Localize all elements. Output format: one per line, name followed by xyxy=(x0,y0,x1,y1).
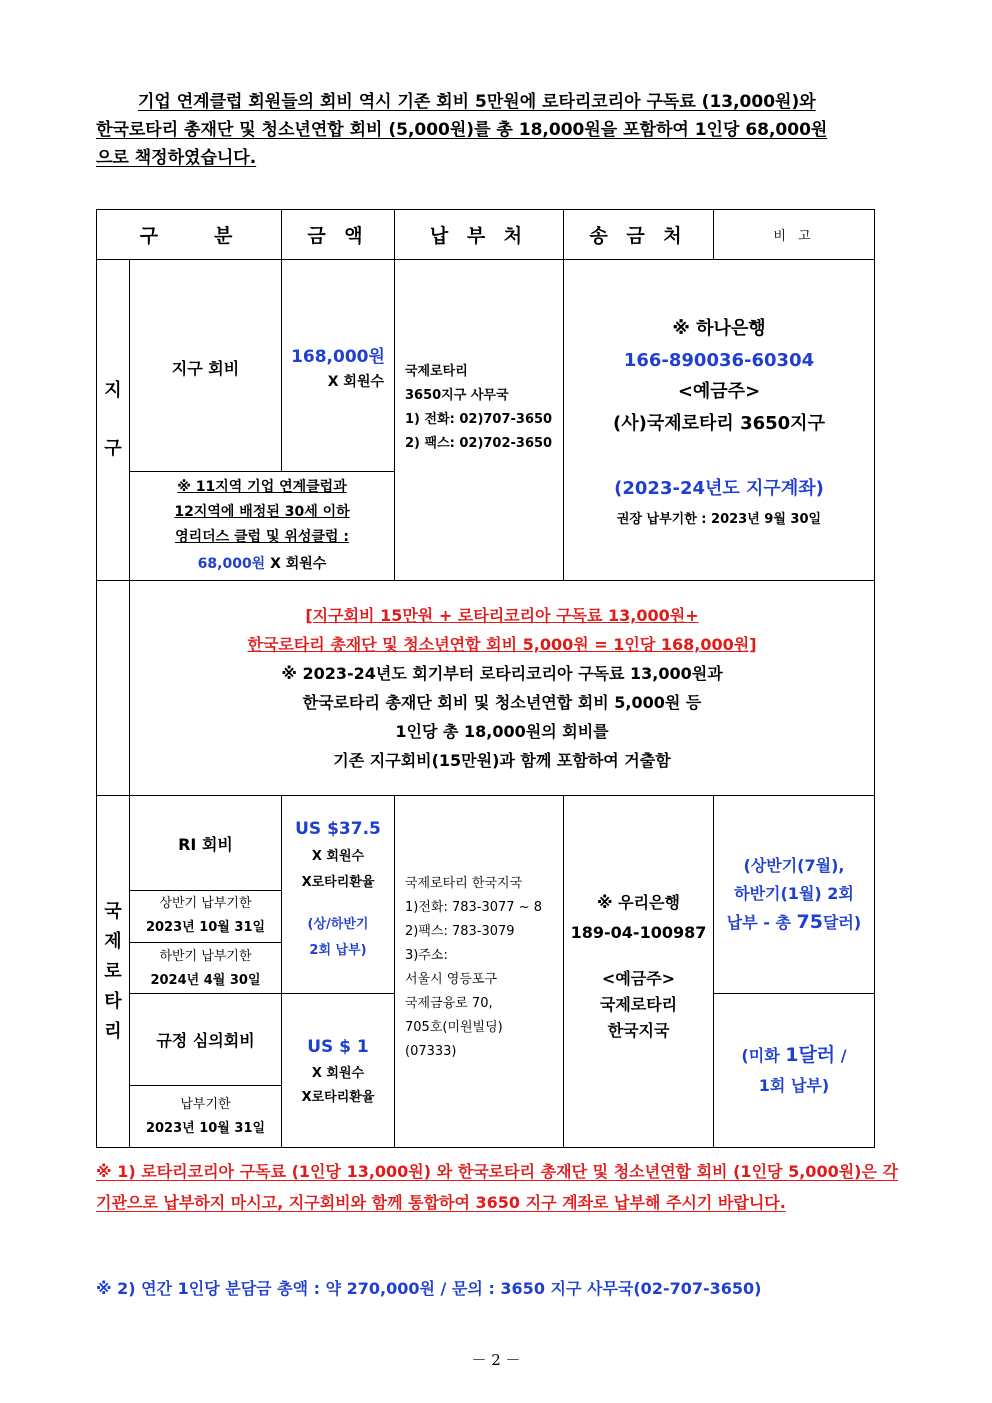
intl-side-label: 국 제 로 타 리 xyxy=(97,796,130,1148)
intro-line-3: 으로 책정하였습니다. xyxy=(96,148,257,168)
district-side-label: 지 구 xyxy=(97,260,130,581)
district-fee-row xyxy=(97,260,875,472)
table-header-row xyxy=(97,210,875,260)
header-remit: 송 금 처 xyxy=(564,210,714,260)
intro-line-1: 기업 연계클럽 회원들의 회비 역시 기존 회비 5만원에 로타리코리아 구독료 (13,000원)와 xyxy=(138,92,816,112)
note-2: ※ 2) 연간 1인당 분담금 총액 : 약 270,000원 / 문의 : 3650 지구 사무국(02-707-3650) xyxy=(96,1279,762,1298)
intl-remit: ※ 우리은행 189-04-100987 <예금주> 국제로타리 한국지국 xyxy=(564,796,714,1148)
summary-text: [지구회비 15만원 + 로타리코리아 구독료 13,000원+ 한국로타리 총재단 및 청소년연합 회비 5,000원 = 1인당 168,000원] ※ 2023-24년도 회기부터 로타리코리아 구독료 13,000원과 한국로타리 총재단 회비 및 청소년연합 회비 5,000원 등 1인당 총 18,000원의 회비를 기존 지구회비(15만원)과 함께 포함하여 거출함 xyxy=(130,581,875,796)
ri-due-dates: 상반기 납부기한 2023년 10월 31일 하반기 납부기한 2024년 4월 30일 xyxy=(130,891,282,994)
cor-fee-name: 규정 심의회비 xyxy=(130,994,282,1086)
intro-paragraph xyxy=(96,88,898,172)
district-remit: ※ 하나은행 166-890036-60304 <예금주> (사)국제로타리 3650지구 (2023-24년도 지구계좌) 권장 납부기한 : 2023년 9월 30일 xyxy=(564,260,875,581)
fee-table xyxy=(96,209,875,1148)
district-payee: 국제로타리 3650지구 사무국 1) 전화: 02)707-3650 2) 팩스: 02)702-3650 xyxy=(395,260,564,581)
ri-fee-row xyxy=(97,796,875,891)
summary-row xyxy=(97,581,875,796)
header-note: 비 고 xyxy=(714,210,875,260)
header-category: 구 분 xyxy=(97,210,282,260)
cor-fee-amount: US $ 1 X 회원수 X로타리환율 xyxy=(282,994,395,1148)
note-1: ※ 1) 로타리코리아 구독료 (1인당 13,000원) 와 한국로타리 총재단 및 청소년연합 회비 (1인당 5,000원)은 각 기관으로 납부하지 마시고, 지구회비와 함께 통합하여 3650 지구 계좌로 납부해 주시기 바랍니다. xyxy=(96,1162,898,1212)
district-fee-amount: 168,000원 X 회원수 xyxy=(282,260,395,472)
header-amount: 금 액 xyxy=(282,210,395,260)
ri-fee-note: (상반기(7월), 하반기(1월) 2회 납부 - 총 75달러) xyxy=(714,796,875,994)
ri-fee-name: RI 회비 xyxy=(130,796,282,891)
cor-fee-note: (미화 1달러 / 1회 납부) xyxy=(714,994,875,1148)
ri-fee-amount: US $37.5 X 회원수 X로타리환율 (상/하반기 2회 납부) xyxy=(282,796,395,994)
district-fee-name: 지구 회비 xyxy=(130,260,282,472)
district-corp-note: ※ 11지역 기업 연계클럽과 12지역에 배정된 30세 이하 영리더스 클럽 및 위성클럽 : 68,000원 X 회원수 xyxy=(130,472,395,581)
header-payee: 납 부 처 xyxy=(395,210,564,260)
intro-line-2: 한국로타리 총재단 및 청소년연합 회비 (5,000원)를 총 18,000원을 포함하여 1인당 68,000원 xyxy=(96,120,828,140)
cor-due: 납부기한 2023년 10월 31일 xyxy=(130,1086,282,1148)
intl-payee: 국제로타리 한국지국 1)전화: 783-3077 ~ 8 2)팩스: 783-3079 3)주소: 서울시 영등포구 국제금융로 70, 705호(미원빌딩) (07333) xyxy=(395,796,564,1148)
page-number: － 2 － xyxy=(471,1351,521,1369)
